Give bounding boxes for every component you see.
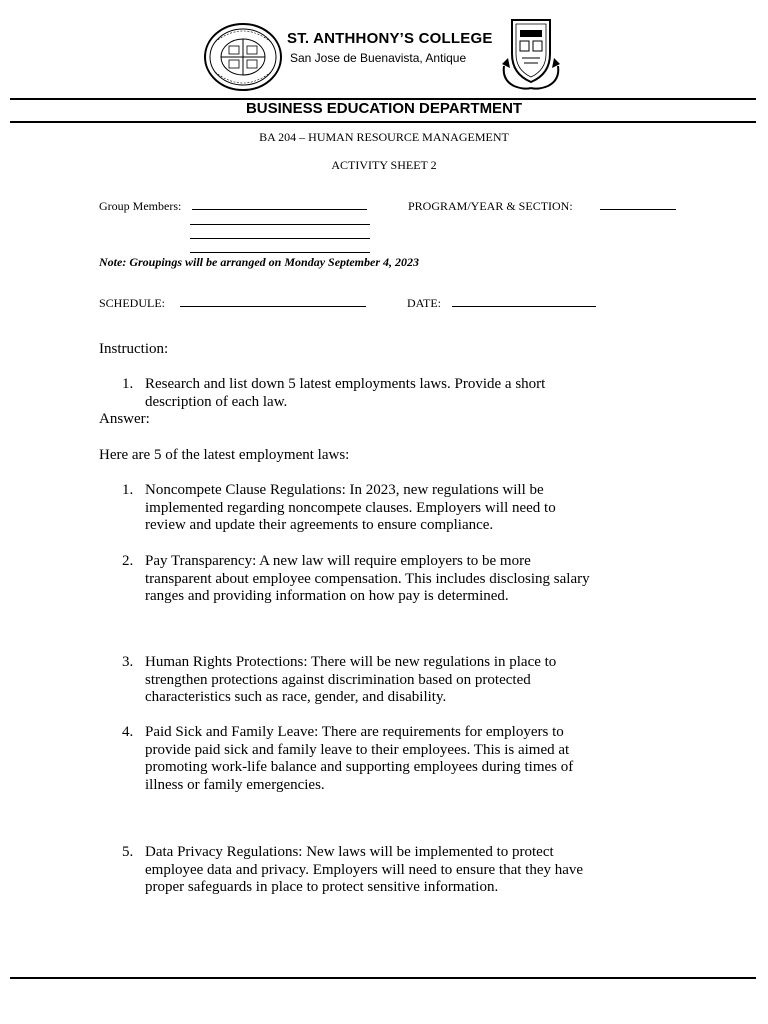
- answer-label: Answer:: [99, 411, 150, 427]
- list-item-number: 5.: [122, 844, 134, 860]
- list-item-line: employee data and privacy. Employers will need to ensure that they have: [145, 861, 584, 878]
- list-item-line: implemented regarding noncompete clauses. Employers will need to: [145, 499, 556, 516]
- group-members-blank-2[interactable]: [190, 224, 370, 225]
- list-item-number: 3.: [122, 654, 134, 670]
- footer-rule: [10, 977, 756, 979]
- list-item-line: characteristics such as race, gender, and disability.: [145, 689, 447, 705]
- list-item-line: Pay Transparency: A new law will require employers to be more: [145, 553, 531, 569]
- program-section-label: PROGRAM/YEAR & SECTION:: [408, 199, 573, 213]
- instruction-item-line: description of each law.: [145, 393, 288, 410]
- list-item: [145, 482, 685, 535]
- group-members-blank-4[interactable]: [190, 252, 370, 253]
- list-item: [145, 724, 685, 794]
- college-location: San Jose de Buenavista, Antique: [290, 51, 467, 65]
- course-title: BA 204 – HUMAN RESOURCE MANAGEMENT: [259, 130, 509, 144]
- list-item-line: transparent about employee compensation. This includes disclosing salary: [145, 570, 590, 587]
- group-members-blank-1[interactable]: [192, 209, 367, 210]
- instruction-item-text: [145, 376, 665, 411]
- schedule-blank[interactable]: [180, 306, 366, 307]
- list-item-line: Noncompete Clause Regulations: In 2023, new regulations will be: [145, 482, 544, 498]
- program-section-blank[interactable]: [600, 209, 676, 210]
- list-item-line: promoting work-life balance and supporting employees during times of: [145, 759, 574, 775]
- list-item-line: Paid Sick and Family Leave: There are requirements for employers to: [145, 724, 564, 740]
- list-item-line: illness or family emergencies.: [145, 776, 325, 793]
- answer-intro: Here are 5 of the latest employment laws:: [99, 447, 350, 463]
- schedule-label: SCHEDULE:: [99, 296, 165, 310]
- list-item-line: strengthen protections against discrimination based on protected: [145, 671, 531, 688]
- list-item-line: review and update their agreements to ensure compliance.: [145, 517, 494, 533]
- instruction-item-line: Research and list down 5 latest employments laws. Provide a short: [145, 376, 546, 392]
- list-item-number: 2.: [122, 553, 134, 569]
- group-members-label: Group Members:: [99, 199, 182, 213]
- list-item-line: provide paid sick and family leave to their employees. This is aimed at: [145, 741, 570, 758]
- list-item: [145, 844, 685, 897]
- list-item-line: ranges and providing information on how pay is determined.: [145, 588, 509, 604]
- department-seal-icon: [500, 14, 562, 96]
- grouping-note: Note: Groupings will be arranged on Monday September 4, 2023: [99, 255, 420, 269]
- college-seal-icon: [203, 22, 283, 92]
- list-item: [145, 654, 685, 707]
- header-rule-bottom: [10, 121, 756, 123]
- date-label: DATE:: [407, 296, 441, 310]
- department-title: BUSINESS EDUCATION DEPARTMENT: [245, 100, 523, 117]
- college-name: ST. ANTHHONY’S COLLEGE: [287, 30, 493, 47]
- activity-title: ACTIVITY SHEET 2: [331, 158, 437, 172]
- list-item-line: Data Privacy Regulations: New laws will be implemented to protect: [145, 844, 554, 860]
- list-item-line: proper safeguards in place to protect sensitive information.: [145, 879, 499, 895]
- list-item-number: 1.: [122, 482, 134, 498]
- list-item-line: Human Rights Protections: There will be new regulations in place to: [145, 654, 557, 670]
- instruction-item-number: 1.: [122, 376, 134, 392]
- list-item: [145, 553, 685, 606]
- group-members-blank-3[interactable]: [190, 238, 370, 239]
- list-item-number: 4.: [122, 724, 134, 740]
- date-blank[interactable]: [452, 306, 596, 307]
- instruction-label: Instruction:: [99, 341, 169, 357]
